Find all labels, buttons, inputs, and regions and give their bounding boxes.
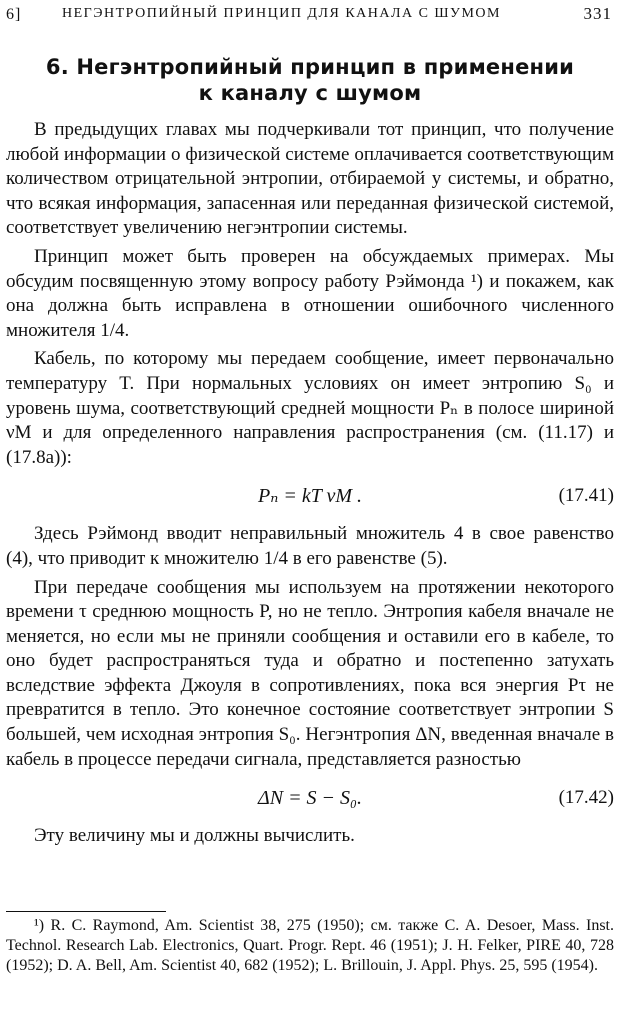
equation-expression: ΔN = S − S₀. (257, 787, 363, 810)
section-heading (0, 54, 620, 106)
footnote-divider (6, 911, 166, 912)
paragraph: В предыдущих главах мы подчеркивали тот принцип, что получение любой информации о физической системе оплачивается соответствующим количеством отрицательной энтропии, отбираемой у системы, и обратно, что всякая информация, запасенная или переданная физической системой, соответствует увеличению негэнтропии системы. (6, 119, 614, 239)
equation-number: (17.41) (558, 485, 614, 507)
paragraph: Эту величину мы и должны вычислить. (34, 825, 355, 847)
paragraph: Кабель, по которому мы передаем сообщение, имеет первоначально температуру T. При нормальных условиях он имеет энтропию S₀ и уровень шума, соответствующий средней мощности Pₙ в полосе шириной νM и для определенного направления распространения (см. (11.17) и (17.8а)): (6, 348, 614, 468)
body-text (6, 118, 614, 853)
equation-17-42 (6, 776, 614, 820)
section-number: 6] (6, 6, 22, 23)
running-head (6, 0, 616, 30)
equation-17-41 (6, 474, 614, 518)
equation-expression: Pₙ = kT νM . (258, 485, 362, 508)
running-title: НЕГЭНТРОПИЙНЫЙ ПРИНЦИП ДЛЯ КАНАЛА С ШУМОМ (62, 6, 501, 21)
equation-number: (17.42) (558, 787, 614, 809)
page-number: 331 (583, 4, 612, 23)
heading-line-1: 6. Негэнтропийный принцип в применении (45, 55, 575, 79)
paragraph: Здесь Рэймонд вводит неправильный множитель 4 в свое равенство (4), что приводит к множителю 1/4 в его равенстве (5). (6, 523, 614, 569)
paragraph: При передаче сообщения мы используем на протяжении некоторого времени τ среднюю мощность P, но не тепло. Энтропия кабеля вначале не меняется, но если мы не приняли сообщения и оставили его в кабеле, то оно будет распространяться туда и обратно и постепенно затухать вследствие эффекта Джоуля в сопротивлениях, пока вся энергия Pτ не превратится в тепло. Это конечное состояние соответствует энтропии S большей, чем исходная энтропия S₀. Негэнтропия ΔN, введенная вначале в кабель в процессе передачи сигнала, представляется разностью (6, 576, 615, 770)
footnote (6, 916, 614, 976)
paragraph: Принцип может быть проверен на обсуждаемых примерах. Мы обсудим посвященную этому вопросу работу Рэймонда ¹) и покажем, как она должна быть исправлена в отношении ошибочного численного множителя 1/4. (6, 245, 614, 341)
heading-line-2: к каналу с шумом (198, 81, 422, 105)
footnote-text: ¹) R. C. Raymond, Am. Scientist 38, 275 (1950); см. также C. A. Desoer, Mass. Inst. Technol. Research Lab. Electronics, Quart. Progr. Rept. 46 (1951); J. H. Felker, PIRE 40, 728 (1952); D. A. Bell, Am. Scientist 40, 682 (1952); L. Brillouin, J. Appl. Phys. 25, 595 (1954). (6, 917, 614, 974)
